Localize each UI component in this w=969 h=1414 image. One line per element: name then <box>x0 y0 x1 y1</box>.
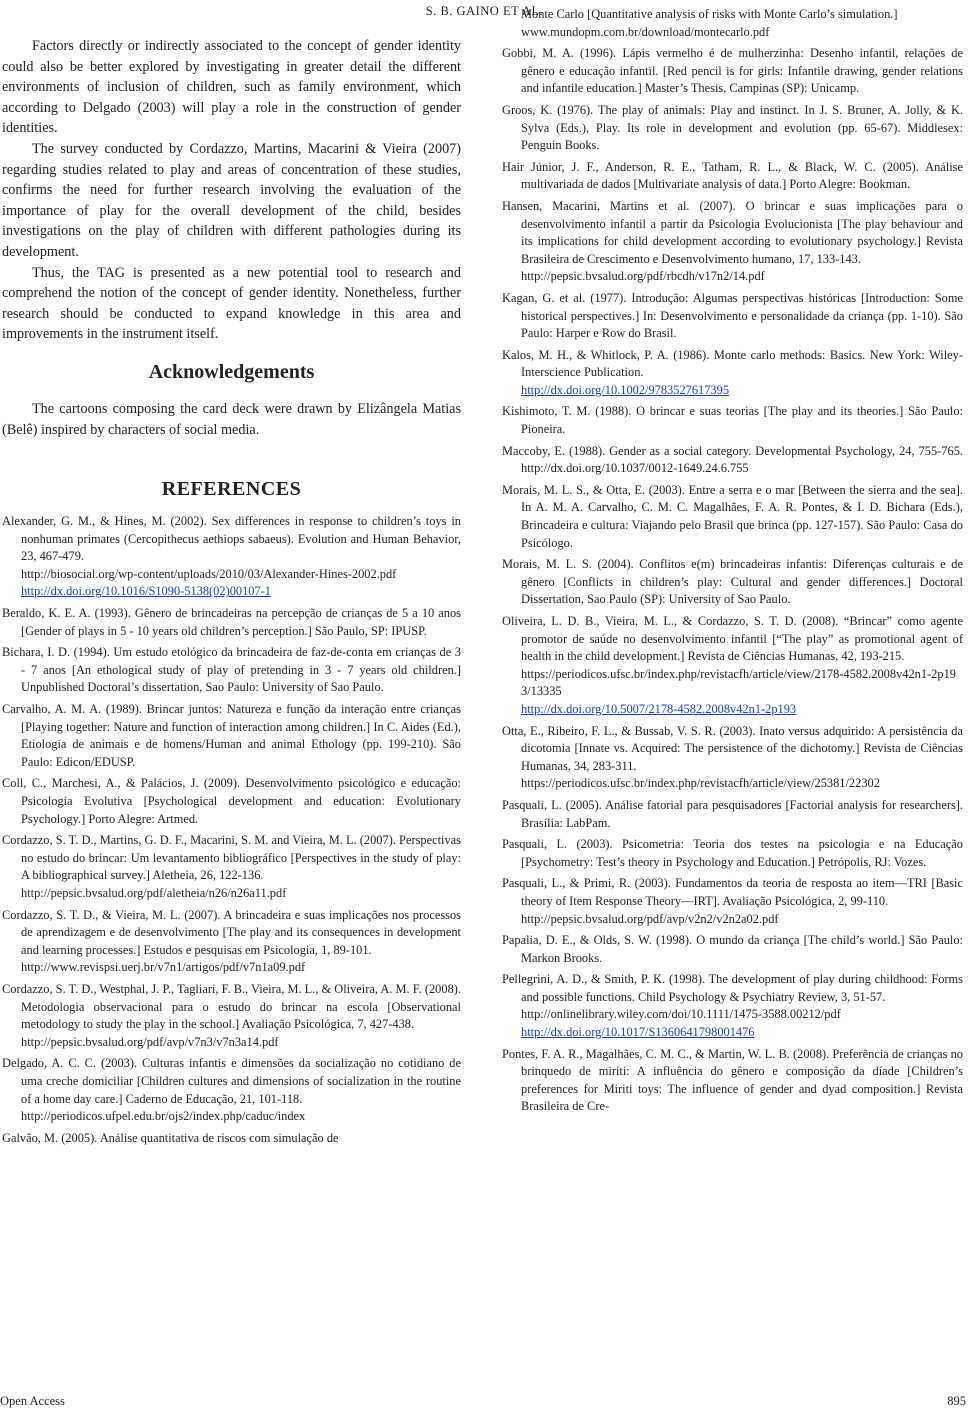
reference-entry <box>2 1055 461 1125</box>
reference-entry <box>2 832 461 902</box>
footer-open-access: Open Access <box>0 1394 65 1408</box>
page-number: 895 <box>947 1394 966 1408</box>
acknowledgements-heading: Acknowledgements <box>148 360 315 383</box>
reference-entry <box>502 443 963 478</box>
references-list-right <box>502 6 963 1116</box>
reference-url: www.mundopm.com.br/download/montecarlo.pdf <box>521 24 770 39</box>
reference-url: http://pepsic.bvsalud.org/pdf/rbcdh/v17n2/14.pdf <box>521 269 765 284</box>
reference-text: Cordazzo, S. T. D., Martins, G. D. F., Macarini, S. M. and Vieira, M. L. (2007). Perspectivas no estudo do brincar: Um levantamento bibliográfico [Perspectives in the study of play: A bibliographical survey.] Aletheia, 26, 122-136. <box>2 833 461 883</box>
reference-url: http://onlinelibrary.wiley.com/doi/10.1111/1475-3588.00212/pdf <box>521 1007 841 1022</box>
reference-entry <box>502 723 963 793</box>
reference-entry <box>502 403 963 438</box>
reference-entry <box>2 701 461 771</box>
reference-text: Pasquali, L., & Primi, R. (2003). Fundamentos da teoria de resposta ao item—TRI [Basic theory of Item Response Theory—IRT]. Avaliação Psicológica, 2, 99-110. <box>502 876 963 908</box>
reference-entry <box>502 613 963 719</box>
body-paragraph: The survey conducted by Cordazzo, Martins, Macarini & Vieira (2007) regarding studies related to play and areas of concentration of these studies, confirms the need for further research involving the evaluation of the importance of play for the overall development of the child, besides investigations on the play of children with different pathologies during its development. <box>2 140 461 260</box>
reference-text: Carvalho, A. M. A. (1989). Brincar juntos: Natureza e função da interação entre crianças [Playing together: Nature and function of interaction among children.] In C. Aides (Ed.), Etiologia de animais e de homens/Human and animal Ethology (pp. 199-210). São Paulo: Edicon/EDUSP. <box>2 702 461 769</box>
right-column <box>502 6 963 1120</box>
reference-text: Cordazzo, S. T. D., Westphal, J. P., Tagliari, F. B., Vieira, M. L., & Oliveira, A. M. F. (2008). Metodologia observacional para o estudo do brincar na escola [Observational metodology to study the play in the school.] Avaliação Psicológica, 7, 427-438. <box>2 981 461 1032</box>
reference-entry <box>502 198 963 286</box>
reference-text: Hair Júnior, J. F., Anderson, R. E., Tatham, R. L., & Black, W. C. (2005). Análise multivariada de dados [Multivariate analysis of data.] Porto Alegre: Bookman. <box>502 159 963 192</box>
reference-text: Beraldo, K. E. A. (1993). Gênero de brincadeiras na percepção de crianças de 5 a 10 anos [Gender of plays in 5 - 10 years old children’s perception.] São Paulo, SP: IPUSP. <box>2 606 461 638</box>
reference-text: Hansen, Macarini, Martins et al. (2007). O brincar e suas implicações para o desenvolvimento infantil a partir da Psicologia Evolucionista [The play behaviour and its implications for child development according to evolutionary psychology.] Revista Brasileira de Crescimento e Desenvolvimento humano, 17, 133-143. <box>502 198 963 266</box>
reference-entry <box>502 971 963 1041</box>
reference-text: Pontes, F. A. R., Magalhães, C. M. C., & Martin, W. L. B. (2008). Preferência de crianças no brinquedo de miriti: A influência do gênero e composição da díade [Children’s preferences for Miriti toys: The influence of gender and dyad composition.] Revista Brasileira de Cre- <box>502 1046 963 1114</box>
reference-text: Oliveira, L. D. B., Vieira, M. L., & Cordazzo, S. T. D. (2008). “Brincar” como agente promotor de saúde no desenvolvimento infantil [“The play” as promotional agent of health in the child development.] Revista de Ciências Humanas, 42, 193-215. <box>502 614 963 664</box>
reference-text: Morais, M. L. S., & Otta, E. (2003). Entre a serra e o mar [Between the sierra and the sea]. In A. M. A. Carvalho, C. M. C. Magalhães, F. A. R. Pontes, & I. D. Bichara (Eds.), Brincadeira e cultura: Viajando pelo Brasil que brinca (pp. 127-157). São Paulo: Casa do Psicólogo. <box>502 482 963 550</box>
reference-entry <box>2 605 461 640</box>
left-column <box>2 36 461 1151</box>
reference-doi-link[interactable]: http://dx.doi.org/10.1016/S1090-5138(02)00107-1 <box>21 584 271 599</box>
reference-entry <box>502 482 963 552</box>
references-list-left <box>2 513 461 1147</box>
reference-entry <box>502 159 963 194</box>
reference-entry <box>502 347 963 400</box>
reference-text: Morais, M. L. S. (2004). Conflitos e(m) brincadeiras infantis: Diferenças culturais e de gênero [Conflicts in children’s play: Cultural and gender differences.] Doctoral Dissertation, Sao Paulo (SP): University of Sao Paulo. <box>502 557 963 607</box>
body-paragraph: Factors directly or indirectly associated to the concept of gender identity could also be better explored by investigating in greater detail the different environments of inclusion of children, such as family environment, which according to Delgado (2003) will play a role in the construction of gender identities. <box>2 38 461 137</box>
reference-entry <box>2 981 461 1051</box>
reference-url: https://periodicos.ufsc.br/index.php/revistacfh/article/view/2178-4582.2008v42n1-2p193/13335 <box>521 666 956 699</box>
reference-entry <box>502 836 963 871</box>
body-paragraph: Thus, the TAG is presented as a new potential tool to research and comprehend the notion of the concept of gender identity. Nonetheless, further research should be conducted to expand knowledge in this area and improvements in the instrument itself. <box>2 264 461 343</box>
reference-doi-link[interactable]: http://dx.doi.org/10.1002/9783527617395 <box>521 382 730 397</box>
reference-text: Cordazzo, S. T. D., & Vieira, M. L. (2007). A brincadeira e suas implicações nos processos de aprendizagem e de desenvolvimento [The play and its consequences in development and learning processes.] Estudos e pesquisas em Psicologia, 1, 89-101. <box>2 907 461 957</box>
reference-entry <box>502 797 963 832</box>
reference-url: http://pepsic.bvsalud.org/pdf/aletheia/n26/n26a11.pdf <box>21 885 287 900</box>
reference-entry <box>502 1046 963 1116</box>
reference-text: Monte Carlo [Quantitative analysis of risks with Monte Carlo’s simulation.] <box>521 7 898 21</box>
reference-text: Pellegrini, A. D., & Smith, P. K. (1998). The development of play during childhood: Forms and possible functions. Child Psychology & Psychiatry Review, 3, 51-57. <box>502 972 963 1004</box>
reference-entry <box>502 556 963 609</box>
reference-entry <box>2 1130 461 1148</box>
reference-doi-link[interactable]: http://dx.doi.org/10.5007/2178-4582.2008v42n1-2p193 <box>521 701 797 716</box>
reference-text: Gobbi, M. A. (1996). Lápis vermelho é de mulherzinha: Desenho infantil, relações de gênero e educação infantil. [Red pencil is for girls: Infantile drawing, gender relations and infantile education.] Master’s Thesis, Campinas (SP): Unicamp. <box>502 46 963 96</box>
reference-entry <box>2 775 461 828</box>
reference-text: Delgado, A. C. C. (2003). Culturas infantis e dimensões da socialização no cotidiano de uma creche domiciliar [Children cultures and dimensions of socialization in the routine of a home day care.] Caderno de Educação, 21, 101-118. <box>2 1056 461 1106</box>
reference-text: Pasquali, L. (2003). Psicometria: Teoria dos testes na psicologia e na Educação [Psychometry: Test’s theory in Psychology and Education.] Petrópolis, RJ: Vozes. <box>502 837 963 869</box>
reference-entry <box>502 290 963 343</box>
reference-text: Galvão, M. (2005). Análise quantitativa de riscos com simulação de <box>2 1130 339 1145</box>
acknowledgements-text: The cartoons composing the card deck were drawn by Elizângela Matias (Belê) inspired by characters of social media. <box>2 400 461 438</box>
reference-url: http://pepsic.bvsalud.org/pdf/avp/v7n3/v7n3a14.pdf <box>21 1034 279 1049</box>
reference-url: http://pepsic.bvsalud.org/pdf/avp/v2n2/v2n2a02.pdf <box>521 911 779 926</box>
reference-text: Kishimoto, T. M. (1988). O brincar e suas teorias [The play and its theories.] São Paulo: Pioneira. <box>502 404 963 437</box>
reference-entry <box>502 875 963 928</box>
reference-doi-link[interactable]: http://dx.doi.org/10.1017/S1360641798001476 <box>521 1025 755 1040</box>
reference-entry <box>502 102 963 155</box>
reference-entry <box>502 45 963 98</box>
reference-text: Otta, E., Ribeiro, F. L., & Bussab, V. S. R. (2003). Inato versus adquirido: A persistência da dicotomia [Innate vs. Acquired: The persistence of the dichotomy.] Revista de Ciências Humanas, 34, 283-311. <box>502 723 963 773</box>
reference-text: Kagan, G. et al. (1977). Introdução: Algumas perspectivas históricas [Introduction: Some historical perspectives.] In: Desenvolvimento e personalidade da criança (pp. 1-10). São Paulo: Harper e Row do Brasil. <box>502 290 963 341</box>
reference-url: http://biosocial.org/wp-content/uploads/2010/03/Alexander-Hines-2002.pdf <box>21 566 397 581</box>
reference-url: http://periodicos.ufpel.edu.br/ojs2/index.php/caduc/index <box>21 1109 306 1124</box>
running-head: S. B. GAINO ET AL. <box>425 4 544 18</box>
reference-entry <box>502 932 963 967</box>
reference-text: Papalia, D. E., & Olds, S. W. (1998). O mundo da criança [The child’s world.] São Paulo: Markon Brooks. <box>502 933 963 965</box>
references-heading: REFERENCES <box>161 478 302 501</box>
reference-entry <box>2 644 461 697</box>
reference-entry <box>502 6 963 41</box>
reference-text: Coll, C., Marchesi, A., & Palácios, J. (2009). Desenvolvimento psicológico e educação: Psicologia Evolutiva [Psychological development and education: Evolutionary Psychology.] Porto Alegre: Artmed. <box>2 776 461 826</box>
reference-text: Bichara, I. D. (1994). Um estudo etológico da brincadeira de faz-de-conta em crianças de 3 - 7 anos [An ethological study of play of pretending in 3 - 7 years old children.] Unpublished Doctoral’s dissertation, Sao Paulo: University of Sao Paulo. <box>2 645 461 695</box>
reference-text: Kalos, M. H., & Whitlock, P. A. (1986). Monte carlo methods: Basics. New York: Wiley-Interscience Publication. <box>502 347 963 380</box>
reference-url: http://www.revispsi.uerj.br/v7n1/artigos/pdf/v7n1a09.pdf <box>21 960 306 975</box>
reference-url: https://periodicos.ufsc.br/index.php/revistacfh/article/view/25381/22302 <box>521 776 880 791</box>
reference-entry <box>2 907 461 977</box>
reference-text: Groos, K. (1976). The play of animals: Play and instinct. In J. S. Bruner, A. Jolly, & K. Sylva (Eds.), Play. Its role in development and evolution (pp. 65-67). Middlesex: Penguin Books. <box>502 102 963 153</box>
reference-entry <box>2 513 461 601</box>
reference-text: Pasquali, L. (2005). Análise fatorial para pesquisadores [Factorial analysis for researchers]. Brasília: LabPam. <box>502 797 963 830</box>
reference-text: Alexander, G. M., & Hines, M. (2002). Sex differences in response to children’s toys in nonhuman primates (Cercopithecus aethiops sabaeus). Evolution and Human Behavior, 23, 467-479. <box>2 514 461 564</box>
reference-text: Maccoby, E. (1988). Gender as a social category. Developmental Psychology, 24, 755-765. http://dx.doi.org/10.1037/0012-1649.24.6.755 <box>502 443 963 476</box>
